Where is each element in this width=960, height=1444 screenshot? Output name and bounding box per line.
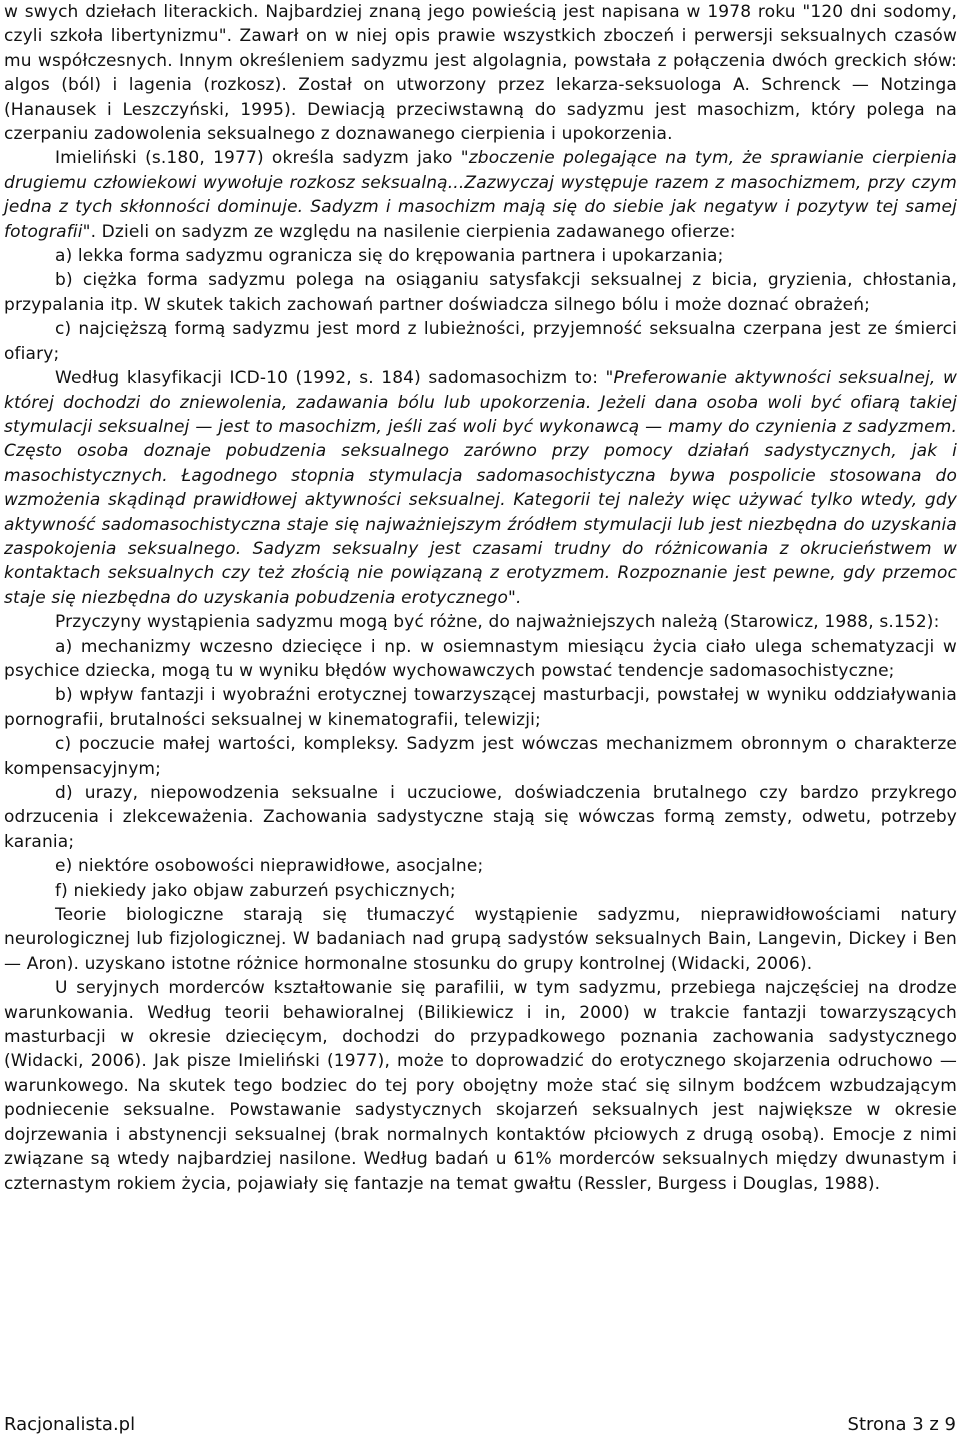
text-run: w swych dziełach literackich. Najbardziej znaną jego powieścią jest napisana w 1978 roku "120 dni sodomy, czyli szkoła libertynizmu". Zawarł on w niej opis prawie wszystkich zboczeń i perwersji seksualnych czasów mu współczesnych. Innym określeniem sadyzmu jest algolagnia, powstała z połączenia dwóch greckich słów: algos (ból) i lagenia (rozkosz). Został on utworzony przez lekarza-seksuologa A. Schrenck — Notzinga (Hanausek i Leszczyński, 1995). Dewiacją przeciwstawną do sadyzmu jest masochizm, który polega na czerpaniu zadowolenia seksualnego z doznawanego cierpienia i upokorzenia. (4, 2, 957, 145)
page-number: Strona 3 z 9 (847, 1414, 956, 1435)
paragraph (4, 610, 957, 634)
paragraph (4, 0, 957, 146)
text-run: d) urazy, niepowodzenia seksualne i uczuciowe, doświadczenia brutalnego czy bardzo przykrego odrzucenia i zlekceważenia. Zachowania sadystyczne stają się wówczas formą zemsty, odwetu, potrzeby karania; (4, 783, 957, 852)
text-run: b) ciężka forma sadyzmu polega na osiąganiu satysfakcji seksualnej z bicia, gryzienia, chłostania, przypalania itp. W skutek takich zachowań partner doświadcza silnego bólu i może doznać obrażeń; (4, 270, 957, 315)
text-run: a) lekka forma sadyzmu ogranicza się do krępowania partnera i upokarzania; (55, 246, 724, 267)
list-item (4, 317, 957, 366)
list-item (4, 781, 957, 854)
paragraph (4, 146, 957, 244)
text-run: b) wpływ fantazji i wyobraźni erotycznej towarzyszącej masturbacji, powstałej w wyniku oddziaływania pornografii, brutalności seksualnej w kinematografii, telewizji; (4, 685, 957, 730)
footer-source: Racjonalista.pl (4, 1414, 136, 1435)
paragraph (4, 976, 957, 1196)
quote-text: "Preferowanie aktywności seksualnej, w której dochodzi do zniewolenia, zadawania bólu lub upokorzenia. Jeżeli dana osoba woli być ofiarą takiej stymulacji seksualnej — jest to masochizm, jeśli zaś woli być wykonawcą — mamy do czynienia z sadyzmem. Często osoba doznaje pobudzenia seksualnego zarówno przy pomocy działań sadystycznych, jak i masochistycznych. Łagodnego stopnia stymulacja sadomasochistyczna bywa pospolicie stosowana do wzmożenia skądinąd prawidłowej aktywności seksualnej. Kategorii tej należy więc używać tylko wtedy, gdy aktywność sadomasochistyczna staje się najważniejszym źródłem stymulacji lub jest niezbędna do uzyskania zaspokojenia seksualnego. Sadyzm seksualny jest czasami trudny do różnicowania z okrucieństwem w kontaktach seksualnych czy też złością nie powiązaną z erotyzmem. Rozpoznanie jest pewne, gdy przemoc staje się niezbędna do uzyskania pobudzenia erotycznego". (4, 368, 958, 608)
page-footer (4, 1414, 956, 1435)
text-run: a) mechanizmy wczesno dziecięce i np. w osiemnastym miesiącu życia ciało ulega schematyzacji w psychice dziecka, mogą tu w wyniku błędów wychowawczych powstać tendencje sadomasochistyczne; (4, 636, 957, 681)
text-run: Teorie biologiczne starają się tłumaczyć wystąpienie sadyzmu, nieprawidłowościami natury neurologicznej lub fizjologicznej. W badaniach nad grupą sadystów seksualnych Bain, Langevin, Dickey i Ben — Aron). uzyskano istotne różnice hormonalne stosunku do grupy kontrolnej (Widacki, 2006). (4, 905, 957, 974)
text-run: U seryjnych morderców kształtowanie się parafilii, w tym sadyzmu, przebiega najczęściej na drodze warunkowania. Według teorii behawioralnej (Bilikiewicz i in, 2000) w trakcie fantazji towarzyszących masturbacji w okresie dziecięcym, dochodzi do przypadkowego poznania zachowania sadystycznego (Widacki, 2006). Jak pisze Imieliński (1977), może to doprowadzić do erotycznego skojarzenia odruchowo — warunkowego. Na skutek tego bodziec do tej pory obojętny może stać się silnym bodźcem wzbudzającym podniecenie seksualne. Powstawanie sadystycznych skojarzeń seksualnych jest największe w okresie dojrzewania i abstynencji seksualnej (brak normalnych kontaktów płciowych z drugą osobą). Emocje z nimi związane są wtedy najbardziej nasilone. Według badań u 61% morderców seksualnych między dwunastym i czternastym rokiem życia, pojawiały się fantazje na temat gwałtu (Ressler, Burgess i Douglas, 1988). (4, 978, 957, 1194)
text-run: f) niekiedy jako objaw zaburzeń psychicznych; (55, 880, 456, 901)
text-run: Imieliński (s.180, 1977) określa sadyzm jako (55, 148, 461, 169)
document-body (4, 0, 957, 1196)
text-run: c) poczucie małej wartości, kompleksy. Sadyzm jest wówczas mechanizmem obronnym o charakterze kompensacyjnym; (4, 734, 957, 779)
list-item (4, 879, 957, 903)
list-item (4, 732, 957, 781)
list-item (4, 683, 957, 732)
list-item (4, 268, 957, 317)
text-run: e) niektóre osobowości nieprawidłowe, asocjalne; (55, 856, 484, 877)
list-item (4, 244, 957, 268)
paragraph (4, 366, 957, 610)
text-run: Przyczyny wystąpienia sadyzmu mogą być różne, do najważniejszych należą (Starowicz, 1988, s.152): (55, 612, 940, 633)
quote-text: "zboczenie polegające na tym, że sprawianie cierpienia drugiemu człowiekowi wywołuje rozkosz seksualną...Zazwyczaj występuje razem z masochizmem, przy czym jedna z tych skłonności dominuje. Sadyzm i masochizm mają się do siebie jak negatyw i pozytyw tej samej fotografii" (4, 148, 957, 242)
list-item (4, 854, 957, 878)
paragraph (4, 903, 957, 976)
text-run: Według klasyfikacji ICD-10 (1992, s. 184) sadomasochizm to: (55, 368, 606, 389)
text-run: c) najcięższą formą sadyzmu jest mord z lubieżności, przyjemność seksualna czerpana jest ze śmierci ofiary; (4, 319, 957, 364)
list-item (4, 635, 957, 684)
text-run: . Dzieli on sadyzm ze względu na nasilenie cierpienia zadawanego ofierze: (90, 221, 736, 242)
